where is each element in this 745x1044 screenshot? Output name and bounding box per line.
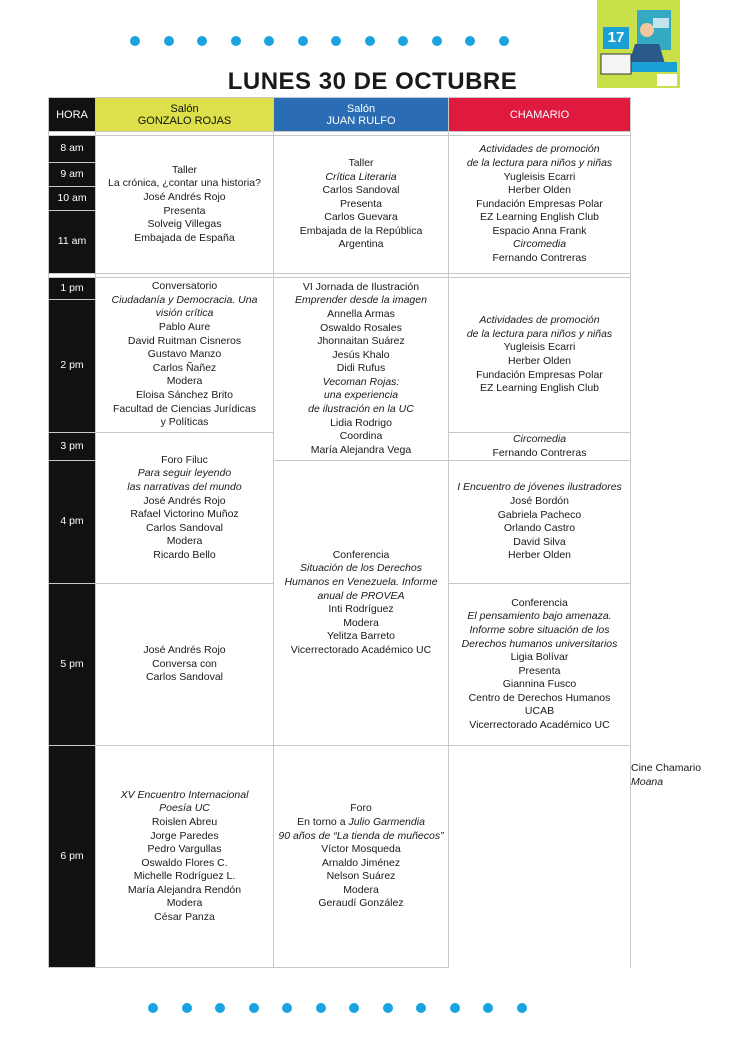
event-line: Fundación Empresas Polar bbox=[476, 197, 603, 210]
event-gonzalo-rojas-6pm bbox=[96, 746, 274, 968]
event-line: Circomedia bbox=[512, 238, 567, 251]
event-line: Herber Olden bbox=[507, 549, 572, 562]
event-chamario-1pm bbox=[449, 278, 631, 433]
event-line: Lidia Rodrigo bbox=[330, 416, 392, 429]
event-line: José Andrés Rojo bbox=[143, 644, 226, 657]
event-line-part: En torno a bbox=[297, 815, 349, 828]
event-line: Rafael Victorino Muñoz bbox=[130, 508, 239, 521]
event-juan-rulfo-5pm bbox=[449, 584, 631, 746]
event-line: 90 años de “La tienda de muñecos” bbox=[278, 829, 444, 842]
hour-10am: 10 am bbox=[49, 187, 96, 211]
event-line: Orlando Castro bbox=[503, 522, 576, 535]
event-line: Vicerrectorado Académico UC bbox=[469, 719, 610, 732]
event-line: Emprender desde la imagen bbox=[295, 294, 427, 307]
event-line: UCAB bbox=[524, 705, 555, 718]
hour-2pm: 2 pm bbox=[49, 300, 96, 433]
event-line: Situación de los Derechos bbox=[300, 562, 422, 575]
event-line: Vicerrectorado Académico UC bbox=[290, 643, 432, 656]
event-line: Circomedia bbox=[512, 433, 567, 445]
dot-icon bbox=[164, 36, 174, 46]
event-line: Actividades de promoción bbox=[479, 143, 600, 156]
event-line: Fundación Empresas Polar bbox=[476, 368, 603, 381]
dot-icon bbox=[298, 36, 308, 46]
event-gonzalo-rojas-morning bbox=[96, 136, 274, 274]
hour-1pm: 1 pm bbox=[49, 278, 96, 300]
event-chamario-4pm bbox=[449, 461, 631, 584]
event-juan-rulfo-4pm bbox=[274, 461, 449, 746]
event-line: Fernando Contreras bbox=[492, 252, 587, 265]
event-chamario-morning bbox=[449, 136, 631, 274]
header-gonzalo-rojas: Salón GONZALO ROJAS bbox=[96, 98, 274, 132]
event-line: Para seguir leyendo bbox=[137, 467, 232, 480]
hour-8am: 8 am bbox=[49, 136, 96, 163]
event-juan-rulfo-1pm bbox=[274, 278, 449, 461]
event-line: Ligia Bolívar bbox=[510, 651, 569, 664]
event-line: VI Jornada de Ilustración bbox=[302, 280, 420, 293]
event-line: Pablo Aure bbox=[158, 321, 211, 334]
event-line: José Bordón bbox=[510, 495, 569, 507]
event-line: Modera bbox=[343, 616, 379, 629]
event-line: Modera bbox=[166, 535, 203, 548]
dot-icon bbox=[182, 1003, 192, 1013]
event-line: Embajada de España bbox=[134, 231, 235, 244]
event-line: María Alejandra Rendón bbox=[127, 883, 242, 896]
event-line: Presenta bbox=[339, 197, 383, 210]
event-line: Crítica Literaria bbox=[325, 170, 397, 183]
event-line: I Encuentro de jóvenes ilustradores bbox=[457, 481, 622, 494]
event-line: Jorge Paredes bbox=[150, 829, 219, 842]
event-line: María Alejandra Vega bbox=[310, 443, 412, 456]
event-line: Arnaldo Jiménez bbox=[321, 856, 401, 869]
header-chamario: CHAMARIO bbox=[449, 98, 631, 132]
page-title: LUNES 30 DE OCTUBRE bbox=[227, 68, 518, 95]
header-juan-rulfo: Salón JUAN RULFO bbox=[274, 98, 449, 132]
decorative-dots-top bbox=[130, 36, 509, 46]
dot-icon bbox=[197, 36, 207, 46]
hour-4pm: 4 pm bbox=[49, 461, 96, 584]
event-line: Jhonnaitan Suárez bbox=[317, 335, 405, 348]
decorative-dots-bottom bbox=[148, 1003, 527, 1013]
event-line: Conferencia bbox=[332, 548, 390, 561]
event-line: Facultad de Ciencias Jurídicas bbox=[113, 402, 256, 415]
event-line: Presenta bbox=[518, 664, 561, 677]
dot-icon bbox=[264, 36, 274, 46]
event-line: Derechos humanos universitarios bbox=[461, 637, 618, 650]
dot-icon bbox=[383, 1003, 393, 1013]
event-line: Conversatorio bbox=[151, 280, 218, 293]
event-line: Herber Olden bbox=[507, 184, 572, 197]
event-line: Vecoman Rojas: bbox=[322, 375, 400, 388]
event-line: Argentina bbox=[338, 238, 384, 251]
event-juan-rulfo-morning bbox=[274, 136, 449, 274]
event-line: Giannina Fusco bbox=[502, 678, 577, 691]
dot-icon bbox=[499, 36, 509, 46]
event-line: una experiencia bbox=[323, 389, 399, 402]
dot-icon bbox=[432, 36, 442, 46]
dot-icon bbox=[465, 36, 475, 46]
event-line: Embajada de la República bbox=[299, 224, 423, 237]
event-line: Taller bbox=[171, 163, 198, 176]
dot-icon bbox=[365, 36, 375, 46]
event-line: Nelson Suárez bbox=[326, 870, 396, 883]
page-number: 17 bbox=[603, 27, 629, 49]
dot-icon bbox=[215, 1003, 225, 1013]
event-gonzalo-rojas-3pm bbox=[96, 433, 274, 584]
event-line: Ricardo Bello bbox=[153, 548, 216, 561]
hour-6pm: 6 pm bbox=[49, 746, 96, 968]
dot-icon bbox=[316, 1003, 326, 1013]
dot-icon bbox=[249, 1003, 259, 1013]
event-line: Inti Rodríguez bbox=[328, 603, 394, 616]
event-line: Foro Filuc bbox=[161, 453, 208, 466]
event-line: Yugleisis Ecarri bbox=[503, 341, 576, 354]
event-line: las narrativas del mundo bbox=[127, 480, 242, 493]
event-line: Poesía UC bbox=[159, 802, 210, 815]
dot-icon bbox=[231, 36, 241, 46]
event-line: Gabriela Pacheco bbox=[497, 508, 582, 521]
event-line-part: Julio Garmendia bbox=[348, 815, 425, 828]
event-gonzalo-rojas-1pm bbox=[96, 278, 274, 433]
dot-icon bbox=[450, 1003, 460, 1013]
event-line: EZ Learning English Club bbox=[479, 382, 600, 395]
dot-icon bbox=[517, 1003, 527, 1013]
event-line: Geraudí González bbox=[318, 897, 404, 910]
event-line: Oswaldo Flores C. bbox=[141, 856, 228, 869]
dot-icon bbox=[398, 36, 408, 46]
event-line: Humanos en Venezuela. Informe bbox=[284, 576, 438, 588]
event-line: El pensamiento bajo amenaza. bbox=[467, 610, 612, 623]
event-line: Foro bbox=[350, 802, 372, 815]
event-line: XV Encuentro Internacional bbox=[120, 788, 249, 801]
event-line: Carlos Sandoval bbox=[145, 671, 224, 684]
event-line: Fernando Contreras bbox=[492, 446, 587, 459]
header-row bbox=[49, 98, 631, 132]
event-line: anual de PROVEA bbox=[317, 589, 405, 602]
event-line: Modera bbox=[166, 375, 203, 388]
schedule-table: HORA Salón GONZALO ROJAS Salón JUAN RULFO CHAMARIO 8 am Taller La crónica, ¿contar una historia? José Andrés Rojo Presenta Solveig Villegas Embajada de España Taller Crítica Literaria Carlos Sandoval Presenta Carlos Guevara Embajada de la República Argentina Actividades de promoción de la lectura para niños y niñas Yugleisis Ecarri Herber Olden Fundación Empresas Polar EZ Learning English Club Espacio Anna Frank Circomedia Fernando Contreras 9 am 10 am 11 am 1 pm Conversatorio Ciudadanía y Democracia. Una visión crítica Pablo Aure David Ruitman Cisneros Gustavo Manzo Carlos Ñañez Modera Eloisa Sánchez Brito Facultad de Ciencias Jurídicas y Políticas VI Jornada de Ilustración Emprender desde la imagen Annella Armas Oswaldo Rosales Jhonnaitan Suárez Jesús Khalo Didi Rufus Vecoman Rojas: una experiencia de ilustración en la UC Lidia Rodrigo Coordina María Alejandra Vega Actividades de promoción de la lectura para niños y niñas Yugleisis Ecarri Herber Olden Fundación Empresas Polar EZ Learning English Club 2 pm 3 pm Foro Filuc Para seguir leyendo las narrativas del mundo José Andrés Rojo Rafael Victorino Muñoz Carlos Sandoval Modera Ricardo Bello Circomedia Fernando Contreras 4 pm Conferencia Situación de los Derechos Humanos en Venezuela. Informe anual de PROVEA Inti Rodríguez Modera Yelitza Barreto Vicerrectorado Académico UC I Encuentro de jóvenes ilustradores José Bordón Gabriela Pacheco Orlando Castro David Silva Herber Olden 5 pm José Andrés Rojo Conversa con Carlos Sandoval Conferencia El pensamiento bajo amenaza. Informe sobre situación de los Derechos humanos universitarios Ligia Bolívar Presenta Giannina Fusco Centro de Derechos Humanos UCAB Vicerrectorado Académico UC Cine Chamario Moana 6 pm XV Encuentro Internacional Poesía UC Roislen Abreu Jorge Paredes Pedro Vargullas Oswaldo Flores C. Michelle Rodríguez L. María Alejandra Rendón Modera César Panza Foro En torno a Julio Garmendia 90 años de “La tienda de muñecos” Víctor Mosqueda Arnaldo Jiménez Nelson Suárez Modera Geraudí González bbox=[48, 97, 631, 968]
event-line: David Silva bbox=[513, 535, 566, 548]
event-line: Coordina bbox=[339, 430, 383, 443]
event-line: Jesús Khalo bbox=[332, 348, 390, 361]
event-line: de la lectura para niños y niñas bbox=[466, 156, 613, 169]
dot-icon bbox=[130, 36, 140, 46]
event-line: La crónica, ¿contar una historia? bbox=[108, 177, 261, 190]
event-line: Presenta bbox=[163, 204, 206, 217]
dot-icon bbox=[416, 1003, 426, 1013]
dot-icon bbox=[148, 1003, 158, 1013]
event-line: Annella Armas bbox=[327, 307, 395, 320]
event-line: Modera bbox=[343, 883, 379, 896]
dot-icon bbox=[349, 1003, 359, 1013]
event-line: Modera bbox=[166, 897, 203, 910]
event-line: Conferencia bbox=[511, 596, 568, 609]
event-line: Conversa con bbox=[152, 657, 217, 670]
event-line: Eloisa Sánchez Brito bbox=[136, 388, 233, 401]
event-line: Didi Rufus bbox=[336, 362, 386, 375]
event-line: José Andrés Rojo bbox=[143, 494, 226, 507]
hour-11am: 11 am bbox=[49, 211, 96, 274]
event-line: Michelle Rodríguez L. bbox=[133, 870, 236, 883]
event-line: Carlos Sandoval bbox=[145, 521, 224, 534]
event-line: Actividades de promoción bbox=[479, 314, 600, 327]
event-chamario-3pm bbox=[449, 433, 631, 461]
event-line: César Panza bbox=[154, 911, 215, 924]
event-line: Espacio Anna Frank bbox=[492, 224, 587, 237]
event-line: de ilustración en la UC bbox=[308, 403, 414, 416]
hour-9am: 9 am bbox=[49, 163, 96, 187]
event-line: José Andrés Rojo bbox=[143, 190, 226, 203]
event-line: de la lectura para niños y niñas bbox=[466, 327, 613, 340]
header-hour: HORA bbox=[49, 98, 96, 132]
event-line: Carlos Ñañez bbox=[152, 361, 217, 374]
event-line: Informe sobre situación de los bbox=[469, 623, 610, 636]
dot-icon bbox=[331, 36, 341, 46]
event-line: y Políticas bbox=[160, 416, 209, 429]
event-line: Roislen Abreu bbox=[151, 815, 218, 828]
event-line: Pedro Vargullas bbox=[147, 843, 222, 856]
event-line: Oswaldo Rosales bbox=[320, 321, 402, 334]
event-line: visión crítica bbox=[155, 307, 214, 320]
event-line: Herber Olden bbox=[507, 355, 572, 367]
event-line: Taller bbox=[348, 156, 374, 169]
event-line: Gustavo Manzo bbox=[147, 348, 222, 361]
event-gonzalo-rojas-5pm bbox=[96, 584, 274, 746]
event-line: Centro de Derechos Humanos bbox=[468, 691, 611, 704]
event-line: Solveig Villegas bbox=[147, 218, 222, 231]
dot-icon bbox=[483, 1003, 493, 1013]
event-line: EZ Learning English Club bbox=[479, 211, 600, 224]
event-line: Carlos Sandoval bbox=[322, 184, 400, 197]
event-line: Víctor Mosqueda bbox=[321, 843, 401, 856]
event-line: Yugleisis Ecarri bbox=[503, 170, 576, 183]
event-line: Carlos Guevara bbox=[324, 211, 398, 224]
event-juan-rulfo-6pm bbox=[274, 746, 449, 968]
hour-5pm: 5 pm bbox=[49, 584, 96, 746]
event-line: Yelitza Barreto bbox=[327, 630, 395, 643]
dot-icon bbox=[282, 1003, 292, 1013]
hour-3pm: 3 pm bbox=[49, 433, 96, 461]
event-line: Ciudadanía y Democracia. Una bbox=[111, 293, 258, 306]
event-line: David Ruitman Cisneros bbox=[127, 334, 242, 347]
event-line bbox=[274, 816, 448, 830]
